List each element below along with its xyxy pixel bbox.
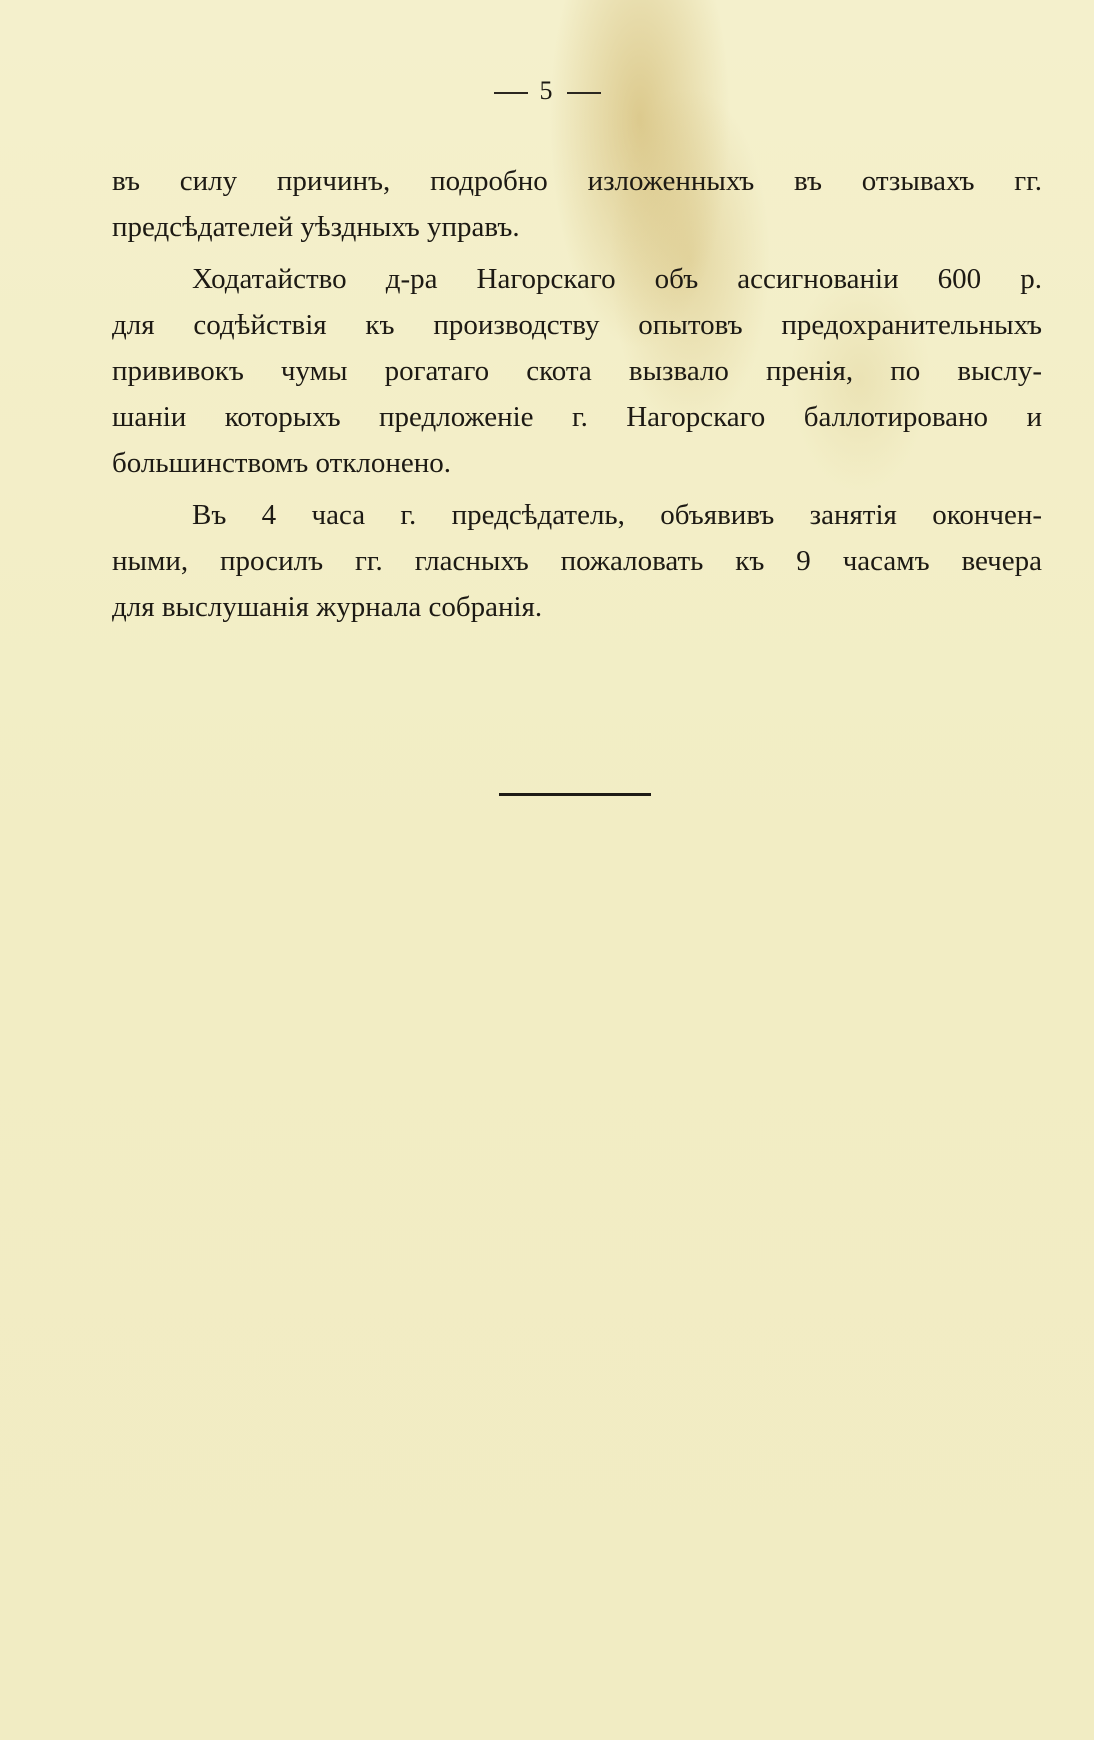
paragraph-line: въ силу причинъ, подробно изложенныхъ въ отзывахъ гг.	[112, 165, 1042, 197]
page-number: 5	[539, 76, 555, 105]
paragraph-line: для содѣйствія къ производству опытовъ предохранительныхъ	[112, 309, 1042, 341]
paragraph-2	[112, 256, 1042, 486]
paragraph-line: шаніи которыхъ предложеніе г. Нагорскаго баллотировано и	[112, 401, 1042, 433]
paragraph-line: Въ 4 часа г. предсѣдатель, объявивъ занятія окончен-	[192, 499, 1042, 531]
paragraph-line: для выслушанія журнала собранія.	[112, 591, 543, 623]
paragraph-line: ными, просилъ гг. гласныхъ пожаловать къ 9 часамъ вечера	[112, 545, 1042, 577]
section-divider-rule	[499, 793, 651, 796]
left-dash	[494, 92, 528, 94]
body-text	[112, 158, 1042, 636]
paragraph-line: Ходатайство д-ра Нагорскаго объ ассигнованіи 600 р.	[192, 263, 1042, 295]
paragraph-3	[112, 492, 1042, 630]
paragraph-line: большинствомъ отклонено.	[112, 447, 452, 479]
paragraph-line: предсѣдателей уѣздныхъ управъ.	[112, 211, 520, 243]
paragraph-1	[112, 158, 1042, 250]
paragraph-line: прививокъ чумы рогатаго скота вызвало пренія, по выслу-	[112, 355, 1042, 387]
page-number-header	[0, 76, 1094, 106]
right-dash	[567, 92, 601, 94]
